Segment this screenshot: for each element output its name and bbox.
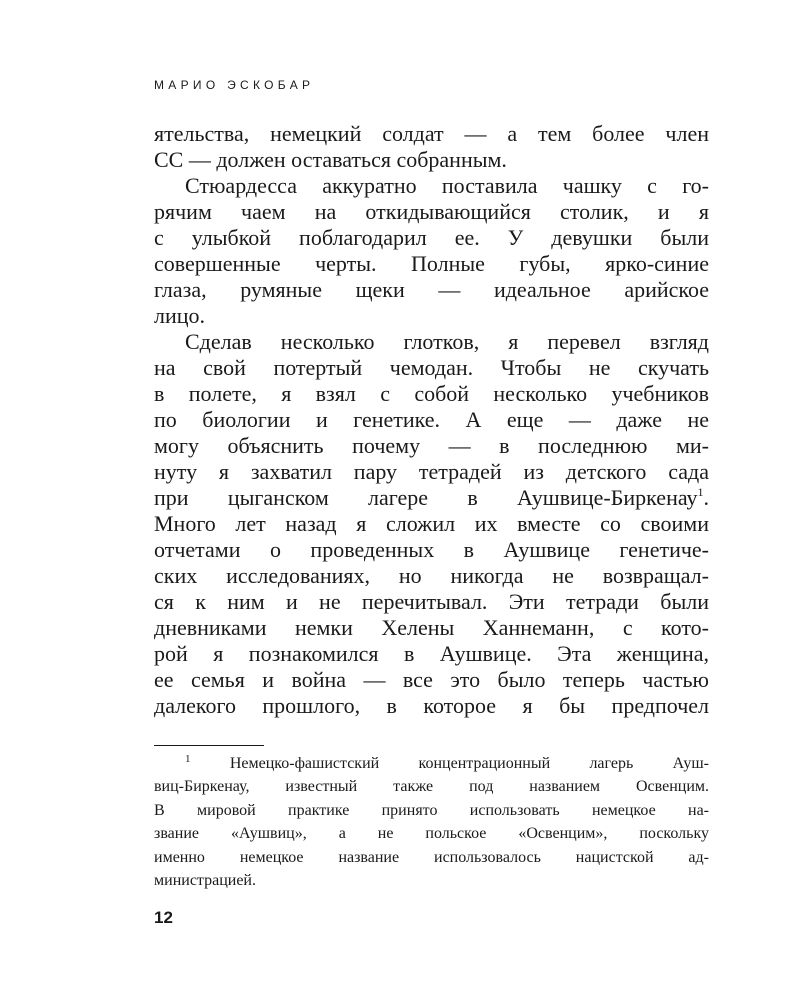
running-head-author: МАРИО ЭСКОБАР	[154, 78, 315, 92]
text-line: могу объяснить почему — в последнюю ми-	[154, 433, 709, 458]
page-number: 12	[154, 908, 173, 927]
text-line: дневниками немки Хелены Ханнеманн, с кото-	[154, 615, 709, 640]
main-text	[154, 121, 709, 719]
text-line: ятельства, немецкий солдат — а тем более член	[154, 121, 709, 146]
text-line: Много лет назад я сложил их вместе со своими	[154, 511, 709, 536]
text-line-with-footnote-ref	[154, 485, 709, 511]
footnote-line: виц-Биркенау, известный также под названием Освенцим.	[154, 778, 709, 796]
text-line: ее семья и война — все это было теперь частью	[154, 667, 709, 692]
text-line: рой я познакомился в Аушвице. Эта женщина,	[154, 641, 709, 666]
text-line: рячим чаем на откидывающийся столик, и я	[154, 199, 709, 224]
text-line: нуту я захватил пару тетрадей из детского сада	[154, 459, 709, 484]
text-line: с улыбкой поблагодарил ее. У девушки были	[154, 225, 709, 250]
text-line: совершенные черты. Полные губы, ярко-синие	[154, 251, 709, 276]
text-line: в полете, я взял с собой несколько учебников	[154, 381, 709, 406]
text-line: Стюардесса аккуратно поставила чашку с го-	[185, 173, 709, 198]
footnote-marker: 1	[185, 753, 191, 765]
footnote-line: министрацией.	[154, 872, 256, 890]
book-page	[154, 0, 709, 1000]
paragraph-3	[154, 329, 709, 719]
text-line-punctuation: .	[703, 485, 709, 510]
footnote-line: звание «Аушвиц», а не польское «Освенцим», поскольку	[154, 825, 709, 843]
text-line: ся к ним и не перечитывал. Эти тетради были	[154, 589, 709, 614]
text-line: Сделав несколько глотков, я перевел взгляд	[185, 329, 709, 354]
text-line: далекого прошлого, в которое я бы предпочел	[154, 693, 709, 718]
footnote-line: именно немецкое название использовалось нацистской ад-	[154, 848, 709, 866]
footnote-divider	[154, 745, 264, 746]
paragraph-2	[154, 173, 709, 329]
footnote-line	[154, 752, 709, 775]
footnote-line: В мировой практике принято использовать немецкое на-	[154, 801, 709, 819]
text-line: на свой потертый чемодан. Чтобы не скучать	[154, 355, 709, 380]
text-line: по биологии и генетике. А еще — даже не	[154, 407, 709, 432]
text-line: лицо.	[154, 303, 206, 328]
footnote	[154, 752, 709, 892]
text-line: глаза, румяные щеки — идеальное арийское	[154, 277, 709, 302]
footnote-reference: 1	[697, 485, 704, 499]
text-line: отчетами о проведенных в Аушвице генетиче-	[154, 537, 709, 562]
footnote-line-text: Немецко-фашистский концентрационный лагерь Ауш-	[229, 755, 710, 772]
paragraph-1	[154, 121, 709, 173]
text-line-content: при цыганском лагере в Аушвице-Биркенау	[154, 485, 698, 510]
text-line: СС — должен оставаться собранным.	[154, 147, 507, 172]
text-line: ских исследованиях, но никогда не возвращал-	[154, 563, 709, 588]
